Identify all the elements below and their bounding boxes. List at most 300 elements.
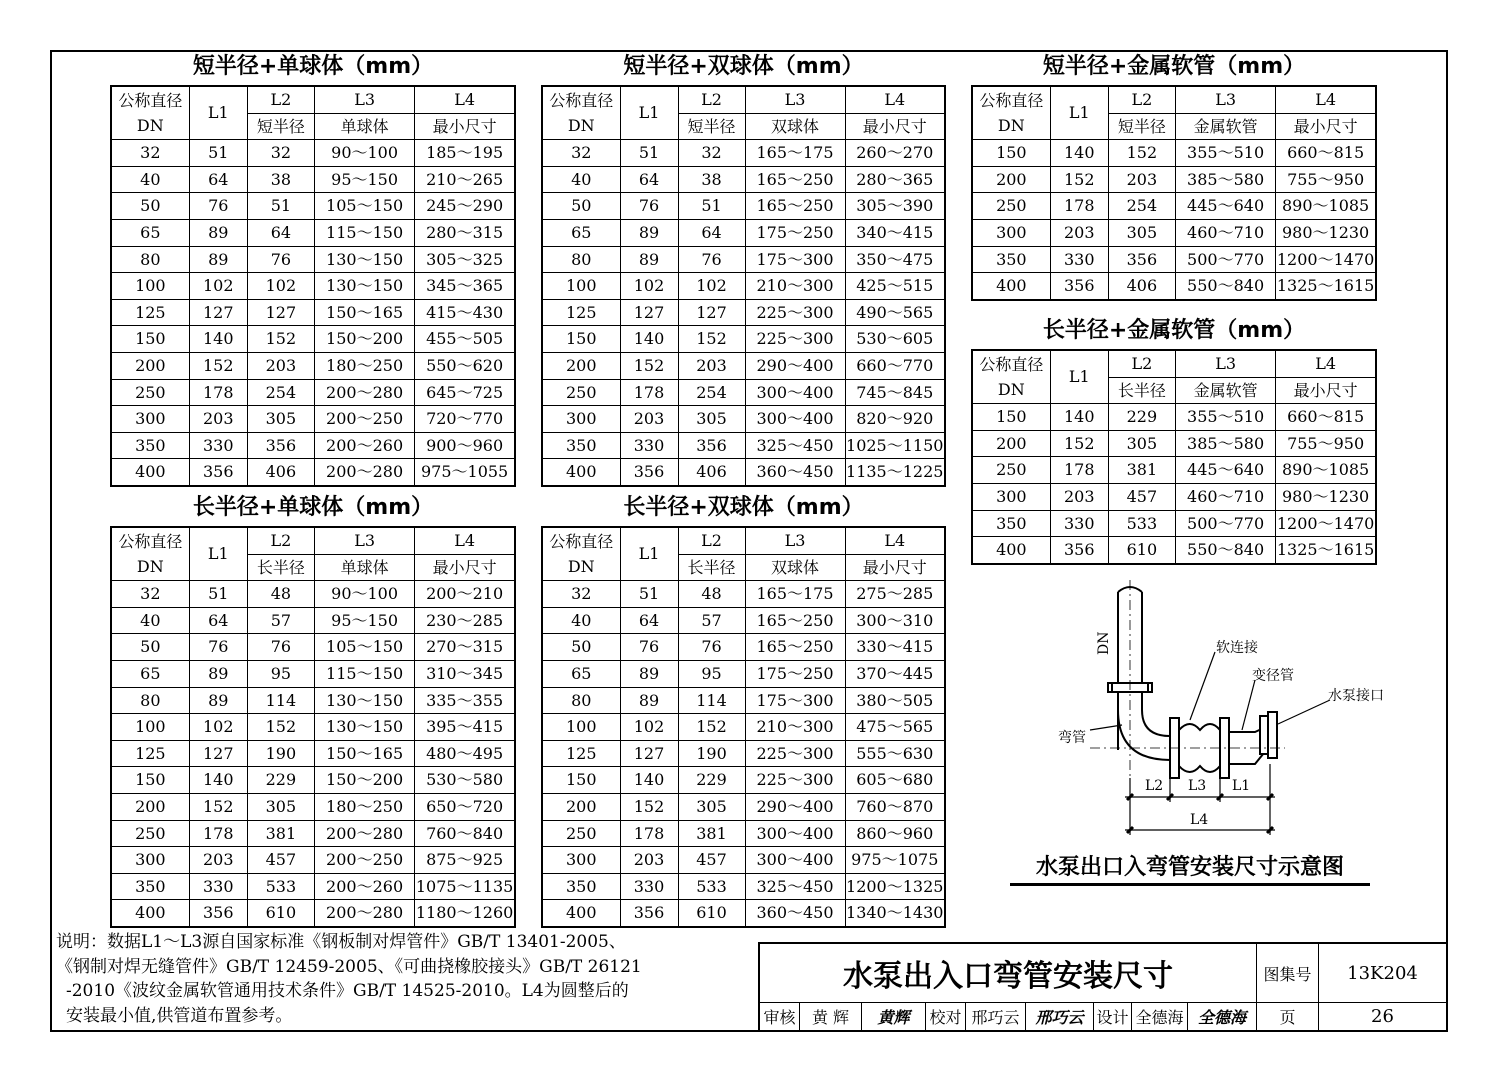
table-cell: 890～1085 [1276, 457, 1376, 484]
table-cell: 385～580 [1175, 166, 1275, 193]
header-l2-sub: 长半径 [247, 554, 314, 581]
table-cell: 48 [678, 581, 745, 608]
table-cell: 650～720 [415, 793, 515, 820]
table-cell: 200 [111, 793, 189, 820]
header-dn-label: 公称直径 [549, 91, 614, 111]
table-cell: 645～725 [415, 379, 515, 406]
table-cell: 229 [678, 767, 745, 794]
table-row [972, 273, 1376, 300]
table-cell: 406 [678, 459, 745, 486]
table-cell: 203 [1050, 219, 1108, 246]
table-row [111, 299, 515, 326]
table-cell: 89 [189, 246, 247, 273]
atlas-label: 图集号 [1257, 944, 1319, 1003]
designer-signature: 全德海 [1188, 1003, 1257, 1031]
table-cell: 395～415 [415, 714, 515, 741]
table-cell: 150 [972, 140, 1050, 167]
table-cell: 102 [189, 714, 247, 741]
table-cell: 178 [189, 820, 247, 847]
table-cell: 178 [620, 379, 678, 406]
table-row [972, 166, 1376, 193]
table-cell: 305 [1108, 430, 1175, 457]
table-row [542, 352, 945, 379]
table-cell: 114 [247, 687, 314, 714]
table-cell: 64 [189, 607, 247, 634]
table-cell: 325～450 [745, 432, 845, 459]
header-l2-sub: 长半径 [1108, 377, 1175, 404]
header-l3: L3 [1175, 86, 1275, 113]
header-dn [111, 527, 189, 581]
table-cell: 980～1230 [1276, 219, 1376, 246]
table-cell: 102 [620, 273, 678, 300]
table-row [111, 219, 515, 246]
table-row [111, 273, 515, 300]
table-cell: 38 [678, 166, 745, 193]
table-cell: 95 [678, 660, 745, 687]
table-cell: 150～200 [314, 767, 414, 794]
table-row [542, 140, 945, 167]
table-cell: 660～815 [1276, 140, 1376, 167]
table-cell: 76 [247, 246, 314, 273]
title-block [758, 942, 1447, 1031]
table-cell: 127 [620, 299, 678, 326]
table-cell: 350 [111, 432, 189, 459]
header-dn [542, 527, 620, 581]
table-cell: 130～150 [314, 273, 414, 300]
table-row [111, 459, 515, 486]
table-cell: 305 [247, 793, 314, 820]
header-row [111, 527, 515, 554]
header-row [972, 350, 1376, 377]
table-row [542, 166, 945, 193]
table-cell: 290～400 [745, 352, 845, 379]
table-cell: 125 [111, 740, 189, 767]
table-cell: 457 [1108, 483, 1175, 510]
table-cell: 152 [189, 793, 247, 820]
table-cell: 350 [542, 432, 620, 459]
table-cell: 89 [620, 219, 678, 246]
table-cell: 250 [542, 379, 620, 406]
header-l3-sub: 双球体 [745, 554, 845, 581]
label-flex: 软连接 [1216, 640, 1258, 656]
table-cell: 175～250 [745, 219, 845, 246]
header-l3-sub: 单球体 [314, 554, 414, 581]
note-line: 《钢制对焊无缝管件》GB/T 12459-2005、《可曲挠橡胶接头》GB/T 26121 [56, 956, 642, 977]
table-row [542, 219, 945, 246]
table-cell: 203 [678, 352, 745, 379]
table-cell: 127 [189, 299, 247, 326]
table-cell: 350 [972, 510, 1050, 537]
header-l4: L4 [415, 527, 515, 554]
table-cell: 860～960 [845, 820, 945, 847]
table-cell: 335～355 [415, 687, 515, 714]
table-row [542, 246, 945, 273]
table-cell: 330 [620, 873, 678, 900]
design-label: 设计 [1094, 1003, 1132, 1031]
table-cell: 356 [189, 459, 247, 486]
table-cell: 80 [542, 246, 620, 273]
table-cell: 178 [1050, 193, 1108, 220]
table-cell: 300 [542, 847, 620, 874]
table-title-long-single: 长半径+单球体（mm） [192, 495, 434, 520]
table-title-long-double: 长半径+双球体（mm） [623, 495, 864, 520]
table-cell: 89 [620, 687, 678, 714]
table-cell: 140 [620, 326, 678, 353]
table-cell: 51 [189, 581, 247, 608]
table-cell: 180～250 [314, 352, 414, 379]
table-cell: 130～150 [314, 687, 414, 714]
table-row [111, 379, 515, 406]
table-cell: 356 [247, 432, 314, 459]
table-cell: 40 [542, 607, 620, 634]
table-cell: 530～605 [845, 326, 945, 353]
table-cell: 152 [189, 352, 247, 379]
note-line: 说明：数据L1～L3源自国家标准《钢板制对焊管件》GB/T 13401-2005、 [56, 932, 626, 952]
table-cell: 356 [189, 900, 247, 927]
table-cell: 90～100 [314, 581, 414, 608]
table-cell: 80 [111, 246, 189, 273]
table-cell: 200～210 [415, 581, 515, 608]
table-cell: 190 [678, 740, 745, 767]
atlas-number: 13K204 [1319, 944, 1447, 1003]
table-cell: 200 [542, 352, 620, 379]
table-cell: 305 [678, 406, 745, 433]
table-cell: 165～250 [745, 193, 845, 220]
table-cell: 65 [542, 219, 620, 246]
label-dn: DN [1096, 631, 1112, 655]
table-cell: 1025～1150 [845, 432, 945, 459]
checker-signature: 邢巧云 [1026, 1003, 1094, 1031]
table-row [111, 767, 515, 794]
header-l1: L1 [1050, 350, 1108, 404]
table-cell: 89 [620, 246, 678, 273]
table-cell: 140 [1050, 140, 1108, 167]
table-cell: 200～280 [314, 820, 414, 847]
header-l4-sub: 最小尺寸 [415, 554, 515, 581]
table-cell: 300～310 [845, 607, 945, 634]
label-l3: L3 [1188, 778, 1207, 794]
table-row [542, 326, 945, 353]
table-row [542, 900, 945, 927]
table-title-short-metal: 短半径+金属软管（mm） [1042, 54, 1306, 79]
table-cell: 975～1055 [415, 459, 515, 486]
table-cell: 400 [111, 900, 189, 927]
pump-flange [1268, 712, 1277, 758]
header-l3: L3 [314, 527, 414, 554]
table-cell: 300～400 [745, 379, 845, 406]
header-l2-sub: 短半径 [678, 113, 745, 140]
table-cell: 95～150 [314, 166, 414, 193]
table-cell: 102 [678, 273, 745, 300]
table-cell: 300 [542, 406, 620, 433]
table-row [111, 660, 515, 687]
table-cell: 127 [678, 299, 745, 326]
table-cell: 200 [972, 430, 1050, 457]
table-cell: 820～920 [845, 406, 945, 433]
table-cell: 330～415 [845, 634, 945, 661]
check-label: 校对 [926, 1003, 966, 1031]
header-l1: L1 [189, 86, 247, 140]
table-cell: 165～250 [745, 634, 845, 661]
table-short-double [541, 85, 946, 487]
table-cell: 115～150 [314, 219, 414, 246]
table-cell: 356 [1050, 537, 1108, 564]
table-cell: 140 [620, 767, 678, 794]
table-cell: 200～280 [314, 900, 414, 927]
table-row [111, 873, 515, 900]
table-row [542, 740, 945, 767]
table-row [542, 193, 945, 220]
header-l2: L2 [247, 527, 314, 554]
table-cell: 127 [620, 740, 678, 767]
table-cell: 89 [189, 219, 247, 246]
table-cell: 445～640 [1175, 193, 1275, 220]
table-row [542, 432, 945, 459]
table-cell: 325～450 [745, 873, 845, 900]
table-cell: 115～150 [314, 660, 414, 687]
table-cell: 203 [247, 352, 314, 379]
table-row [972, 457, 1376, 484]
table-cell: 225～300 [745, 326, 845, 353]
table-row [111, 820, 515, 847]
table-cell: 125 [111, 299, 189, 326]
table-cell: 760～870 [845, 793, 945, 820]
table-cell: 250 [111, 820, 189, 847]
table-cell: 32 [111, 581, 189, 608]
table-cell: 457 [678, 847, 745, 874]
header-l4: L4 [845, 527, 945, 554]
table-cell: 345～365 [415, 273, 515, 300]
table-row [111, 166, 515, 193]
table-cell: 165～175 [745, 140, 845, 167]
table-cell: 64 [189, 166, 247, 193]
table-cell: 455～505 [415, 326, 515, 353]
table-row [972, 246, 1376, 273]
table-long-double [541, 526, 946, 928]
table-cell: 300 [972, 219, 1050, 246]
table-cell: 89 [620, 660, 678, 687]
table-cell: 300～400 [745, 847, 845, 874]
table-cell: 300 [972, 483, 1050, 510]
table-cell: 114 [678, 687, 745, 714]
table-cell: 100 [111, 273, 189, 300]
table-cell: 356 [1050, 273, 1108, 300]
table-cell: 150 [972, 404, 1050, 431]
table-row [111, 714, 515, 741]
table-cell: 360～450 [745, 900, 845, 927]
table-cell: 51 [678, 193, 745, 220]
table-cell: 254 [678, 379, 745, 406]
table-cell: 755～950 [1276, 166, 1376, 193]
header-l2: L2 [1108, 350, 1175, 377]
label-l2: L2 [1145, 778, 1164, 794]
table-cell: 533 [678, 873, 745, 900]
note-line: -2010《波纹金属软管通用技术条件》GB/T 14525-2010。L4为圆整后的 [66, 981, 629, 1001]
table-cell: 300 [111, 847, 189, 874]
table-cell: 381 [678, 820, 745, 847]
table-cell: 356 [1108, 246, 1175, 273]
table-cell: 102 [247, 273, 314, 300]
table-cell: 300 [111, 406, 189, 433]
table-cell: 76 [620, 193, 678, 220]
reviewer-signature: 黄辉 [862, 1003, 926, 1031]
table-row [542, 299, 945, 326]
elbow-pipe [1118, 710, 1170, 760]
table-cell: 330 [189, 432, 247, 459]
checker-name: 邢巧云 [966, 1003, 1026, 1031]
header-dn-unit: DN [136, 557, 164, 577]
table-cell: 203 [620, 406, 678, 433]
table-row [972, 404, 1376, 431]
notes [56, 930, 756, 1028]
table-cell: 152 [620, 793, 678, 820]
table-title-long-metal: 长半径+金属软管（mm） [1042, 318, 1306, 343]
table-row [542, 660, 945, 687]
header-l1: L1 [620, 86, 678, 140]
header-l3-sub: 单球体 [314, 113, 414, 140]
header-l4-sub: 最小尺寸 [845, 113, 945, 140]
table-cell: 900～960 [415, 432, 515, 459]
table-row [111, 900, 515, 927]
table-cell: 245～290 [415, 193, 515, 220]
table-cell: 340～415 [845, 219, 945, 246]
table-cell: 355～510 [1175, 404, 1275, 431]
table-row [111, 140, 515, 167]
table-cell: 64 [620, 607, 678, 634]
header-dn [542, 86, 620, 140]
table-cell: 406 [247, 459, 314, 486]
table-cell: 400 [972, 273, 1050, 300]
table-cell: 180～250 [314, 793, 414, 820]
table-cell: 1340～1430 [845, 900, 945, 927]
table-cell: 152 [678, 326, 745, 353]
table-cell: 100 [542, 714, 620, 741]
table-cell: 610 [247, 900, 314, 927]
table-cell: 254 [1108, 193, 1175, 220]
table-cell: 745～845 [845, 379, 945, 406]
table-row [111, 352, 515, 379]
header-l4-sub: 最小尺寸 [1276, 113, 1376, 140]
header-dn [111, 86, 189, 140]
table-cell: 254 [247, 379, 314, 406]
table-cell: 550～840 [1175, 273, 1275, 300]
table-cell: 280～365 [845, 166, 945, 193]
table-cell: 89 [189, 687, 247, 714]
table-cell: 178 [620, 820, 678, 847]
table-cell: 90～100 [314, 140, 414, 167]
table-cell: 480～495 [415, 740, 515, 767]
table-cell: 175～250 [745, 660, 845, 687]
table-cell: 230～285 [415, 607, 515, 634]
table-cell: 150 [111, 326, 189, 353]
table-cell: 190 [247, 740, 314, 767]
table-cell: 152 [620, 352, 678, 379]
table-cell: 330 [189, 873, 247, 900]
table-cell: 152 [678, 714, 745, 741]
table-cell: 533 [247, 873, 314, 900]
table-row [111, 326, 515, 353]
header-l3-sub: 金属软管 [1175, 113, 1275, 140]
table-cell: 125 [542, 299, 620, 326]
table-cell: 1180～1260 [415, 900, 515, 927]
table-row [542, 767, 945, 794]
table-cell: 305 [247, 406, 314, 433]
table-cell: 95 [247, 660, 314, 687]
table-cell: 415～430 [415, 299, 515, 326]
label-l1: L1 [1232, 778, 1251, 794]
table-cell: 310～345 [415, 660, 515, 687]
table-cell: 660～815 [1276, 404, 1376, 431]
table-row [542, 459, 945, 486]
header-dn-label: 公称直径 [979, 355, 1044, 375]
table-row [542, 634, 945, 661]
table-cell: 425～515 [845, 273, 945, 300]
table-cell: 500～770 [1175, 510, 1275, 537]
table-cell: 305 [678, 793, 745, 820]
table-cell: 225～300 [745, 767, 845, 794]
table-cell: 1200～1470 [1276, 246, 1376, 273]
table-short-single [110, 85, 516, 487]
table-cell: 200 [111, 352, 189, 379]
table-cell: 76 [678, 634, 745, 661]
table-cell: 150 [111, 767, 189, 794]
table-cell: 360～450 [745, 459, 845, 486]
table-cell: 76 [678, 246, 745, 273]
table-row [542, 847, 945, 874]
table-cell: 380～505 [845, 687, 945, 714]
header-l1: L1 [620, 527, 678, 581]
table-cell: 400 [542, 459, 620, 486]
table-cell: 250 [111, 379, 189, 406]
table-cell: 178 [1050, 457, 1108, 484]
table-cell: 200～280 [314, 459, 414, 486]
table-cell: 533 [1108, 510, 1175, 537]
header-l2: L2 [247, 86, 314, 113]
table-cell: 40 [111, 607, 189, 634]
table-row [972, 537, 1376, 564]
header-l4-sub: 最小尺寸 [415, 113, 515, 140]
table-cell: 203 [1050, 483, 1108, 510]
table-cell: 381 [1108, 457, 1175, 484]
table-cell: 400 [972, 537, 1050, 564]
table-cell: 400 [542, 900, 620, 927]
table-cell: 550～840 [1175, 537, 1275, 564]
table-cell: 875～925 [415, 847, 515, 874]
table-cell: 355～510 [1175, 140, 1275, 167]
table-row [111, 193, 515, 220]
table-cell: 32 [542, 581, 620, 608]
table-cell: 105～150 [314, 634, 414, 661]
table-row [111, 634, 515, 661]
note-line: 安装最小值,供管道布置参考。 [66, 1005, 293, 1026]
table-cell: 40 [542, 166, 620, 193]
header-l2: L2 [1108, 86, 1175, 113]
table-cell: 140 [189, 767, 247, 794]
table-cell: 65 [111, 660, 189, 687]
table-cell: 490～565 [845, 299, 945, 326]
table-cell: 250 [542, 820, 620, 847]
label-pump: 水泵接口 [1328, 688, 1384, 704]
table-row [542, 820, 945, 847]
table-cell: 530～580 [415, 767, 515, 794]
header-l1: L1 [189, 527, 247, 581]
table-cell: 550～620 [415, 352, 515, 379]
table-row [542, 793, 945, 820]
table-row [542, 714, 945, 741]
table-cell: 203 [189, 406, 247, 433]
header-l2: L2 [678, 86, 745, 113]
table-cell: 152 [247, 714, 314, 741]
